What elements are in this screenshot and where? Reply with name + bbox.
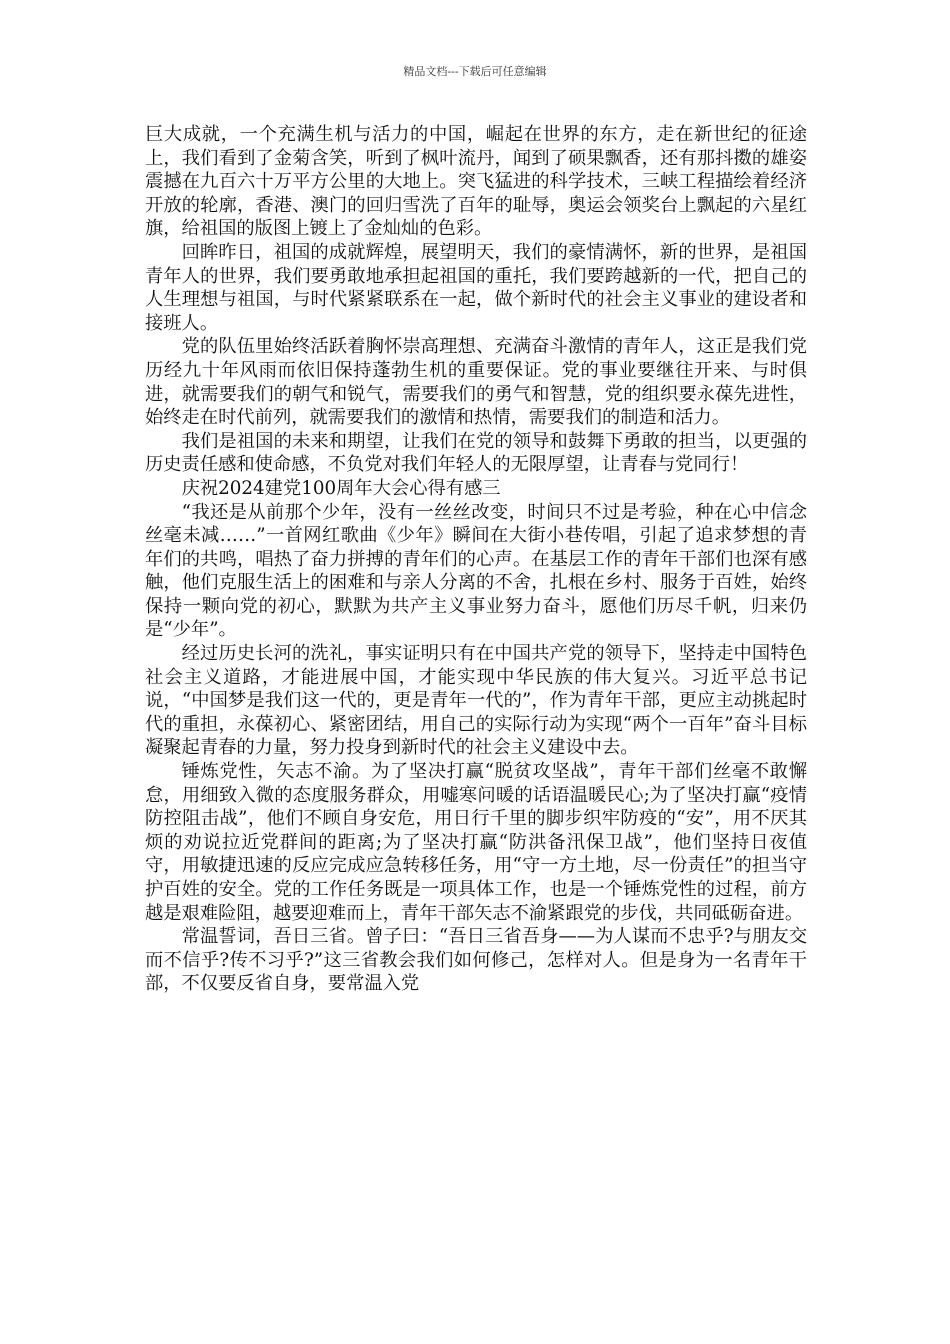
- paragraph: 党的队伍里始终活跃着胸怀崇高理想、充满奋斗激情的青年人，这正是我们党历经九十年风雨而依旧保持蓬勃生机的重要保证。党的事业要继往开来、与时俱进，就需要我们的朝气和锐气，需要我们的勇气和智慧，党的组织要永葆先进性，始终走在时代前列，就需要我们的激情和热情，需要我们的制造和活力。: [145, 336, 807, 429]
- paragraph: 回眸昨日，祖国的成就辉煌，展望明天，我们的豪情满怀，新的世界，是祖国青年人的世界，我们要勇敢地承担起祖国的重托，我们要跨越新的一代，把自己的人生理想与祖国，与时代紧紧联系在一起，做个新时代的社会主义事业的建设者和接班人。: [145, 241, 807, 334]
- section-heading: 庆祝2024建党100周年大会心得有感三: [181, 477, 501, 499]
- document-body: [145, 123, 807, 996]
- paragraph: “我还是从前那个少年，没有一丝丝改变，时间只不过是考验，种在心中信念丝毫未减……”一首网红歌曲《少年》瞬间在大街小巷传唱，引起了追求梦想的青年们的共鸣，唱热了奋力拼搏的青年们的心声。在基层工作的青年干部们也深有感触，他们克服生活上的困难和与亲人分离的不舍，扎根在乡村、服务于百姓，始终保持一颗向党的初心，默默为共产主义事业努力奋斗，愿他们历尽千帆，归来仍是“少年”。: [145, 501, 807, 641]
- page-header: 精品文档---下载后可任意编辑: [403, 65, 547, 78]
- paragraph: 锤炼党性，矢志不渝。为了坚决打赢“脱贫攻坚战”，青年干部们丝毫不敢懈怠，用细致入微的态度服务群众，用嘘寒问暖的话语温暖民心;为了坚决打赢“疫情防控阻击战”，他们不顾自身安危，用日行千里的脚步织牢防疫的“安”，用不厌其烦的劝说拉近党群间的距离;为了坚决打赢“防洪备汛保卫战”，他们坚持日夜值守，用敏捷迅速的反应完成应急转移任务，用“守一方土地，尽一份责任”的担当守护百姓的安全。党的工作任务既是一项具体工作，也是一个锤炼党性的过程，前方越是艰难险阻，越要迎难而上，青年干部矢志不渝紧跟党的步伐，共同砥砺奋进。: [145, 761, 807, 924]
- paragraph: 巨大成就，一个充满生机与活力的中国，崛起在世界的东方，走在新世纪的征途上，我们看到了金菊含笑，听到了枫叶流丹，闻到了硕果飘香，还有那抖擞的雄姿震撼在九百六十万平方公里的大地上。突飞猛进的科学技术，三峡工程描绘着经济开放的轮廓，香港、澳门的回归雪洗了百年的耻辱，奥运会领奖台上飘起的六星红旗，给祖国的版图上镀上了金灿灿的色彩。: [145, 124, 807, 240]
- paragraph: 我们是祖国的未来和期望，让我们在党的领导和鼓舞下勇敢的担当，以更强的历史责任感和使命感，不负党对我们年轻人的无限厚望，让青春与党同行！: [145, 430, 807, 476]
- paragraph: 常温誓词，吾日三省。曾子曰：“吾日三省吾身——为人谋而不忠乎?与朋友交而不信乎?传不习乎?”这三省教会我们如何修己，怎样对人。但是身为一名青年干部，不仅要反省自身，要常温入党: [145, 926, 807, 995]
- paragraph: 经过历史长河的洗礼，事实证明只有在中国共产党的领导下，坚持走中国特色社会主义道路，才能进展中国，才能实现中华民族的伟大复兴。习近平总书记说，“中国梦是我们这一代的，更是青年一代的”，作为青年干部，更应主动挑起时代的重担，永葆初心、紧密团结，用自己的实际行动为实现“两个一百年”奋斗目标凝聚起青春的力量，努力投身到新时代的社会主义建设中去。: [145, 643, 807, 759]
